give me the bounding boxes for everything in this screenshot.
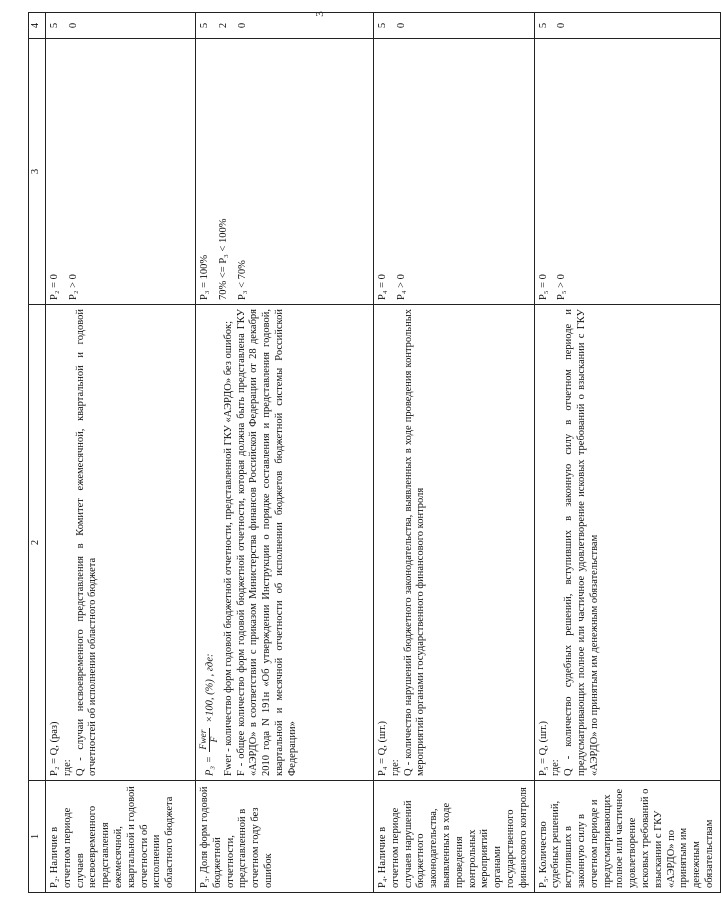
table-row [534,13,720,893]
condition-value: P₂ > 0 [67,274,79,300]
condition-cell [374,39,535,305]
condition-value: P₅ = 0 [537,274,549,300]
condition-value: P₃ < 70% [236,260,248,300]
score-cell [374,13,535,39]
condition-value: P₅ > 0 [556,274,568,300]
condition-cell [196,39,374,305]
score-value: 0 [67,22,79,29]
formula-line: P₂ = Q, (раз) [49,721,60,776]
condition-value: 70% <= P₃ < 100% [217,218,229,300]
formula-cell [534,305,720,781]
formula-expression [199,309,221,776]
formula-tail: , где: [204,653,216,677]
fraction-denominator: F [210,736,221,743]
formula-line: где: [550,759,562,776]
condition-value: P₄ = 0 [377,274,388,300]
page-number: 3 [314,11,326,17]
indicator-cell: P₂. Наличие в отчетном периоде случаев несвоевременного представления ежемесячной, квартальной и годовой отчетности об исполнении областного бюджета [46,781,196,893]
formula-cell [46,305,196,781]
score-value: 5 [377,22,388,29]
score-value: 5 [537,22,549,29]
formula-line: P₄ = Q, (шт.) [377,720,388,776]
formula-line: Fwer - количество форм годовой бюджетной отчетности, представленной ГКУ «АЭРДО» без ошибок; [222,320,234,776]
score-cell [196,13,374,39]
formula-line: Q - случаи несвоевременного представления в Комитет ежемесячной, квартальной и годовой отчетностей об исполнении областного бюджета [74,309,99,776]
score-cell [534,13,720,39]
column-header-4: 4 [29,13,46,39]
score-value: 0 [395,22,407,29]
table-header-row [29,13,46,893]
score-cell [46,13,196,39]
condition-value: P₂ = 0 [49,274,60,300]
rotated-table-container [28,13,715,893]
formula-fraction [199,728,221,752]
formula-cell [196,305,374,781]
indicator-cell: P₃. Доля форм годовой бюджетной отчетности, представленной в отчетном году без ошибок [196,781,374,893]
criteria-table [28,12,721,893]
score-value: 0 [236,22,248,29]
indicator-cell: P₄. Наличие в отчетном периоде случаев нарушений бюджетного законодательства, выявленных в ходе проведения контрольных мероприятий органами государственного финансового контроля [374,781,535,893]
score-value: 5 [199,22,210,29]
fraction-numerator: Fwer [199,729,209,750]
score-value: 0 [556,22,568,29]
indicator-cell: P₅. Количество судебных решений, вступивших в законную силу в отчетном периоде и предусматривающих полное или частичное удовлетворение исковых требований о взыскании с ГКУ «АЭРДО» по принятым им денежным обязательствам [534,781,720,893]
condition-cell [534,39,720,305]
score-value: 5 [49,22,60,29]
column-header-3: 3 [29,39,46,305]
column-header-2: 2 [29,305,46,781]
table-row [374,13,535,893]
condition-value: P₄ > 0 [395,274,407,300]
formula-rhs: ×100, (%) [204,679,216,723]
condition-cell [46,39,196,305]
column-header-1: 1 [29,781,46,893]
score-value: 2 [217,22,229,29]
table-row [196,13,374,893]
condition-value: P₃ = 100% [199,254,210,300]
formula-line: где: [61,759,73,776]
formula-line: Q - количество судебных решений, вступивших в законную силу в отчетном периоде и предусматривающих полное или частичное удовлетворение исковых требований о взыскании с ГКУ «АЭРДО» по принятым им денежным обязательствам [563,309,600,776]
formula-line: F - общее количество форм годовой бюджетной отчетности, которая должна быть представлена ГКУ «АЭРДО» в соответствии с приказом Министерства финансов Российской Федерации от 28 декабря 2010 года N 191н «Об утверждении Инструкции о порядке составления и представления годовой, квартальной и месячной отчетности об исполнении бюджетов бюджетной системы Российской Федерации» [235,309,298,776]
formula-lhs: P₃ = [204,756,216,776]
formula-cell [374,305,535,781]
formula-line: P₅ = Q, (шт.) [537,720,549,776]
table-row [46,13,196,893]
formula-line: Q - количество нарушений бюджетного законодательства, выявленных в ходе проведения контрольных мероприятий органами государственного финансового контроля [402,309,427,776]
formula-line: где: [389,759,401,776]
